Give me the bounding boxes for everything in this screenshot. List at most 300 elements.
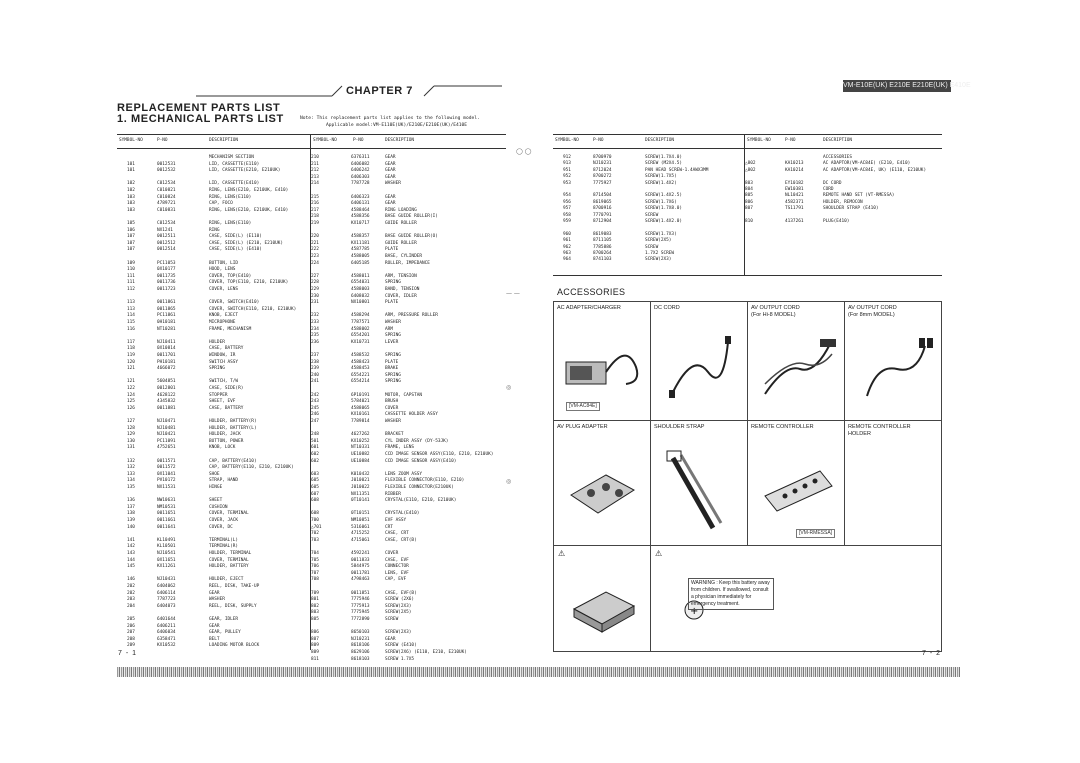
symbol-cell: 809 xyxy=(311,643,319,649)
symbol-cell: 106 xyxy=(127,227,135,233)
desc-cell: COVER, DC xyxy=(209,524,233,530)
pno-cell: 4588005 xyxy=(351,254,370,259)
desc-cell: HOLDER, JACK xyxy=(209,432,241,438)
symbol-cell: △802 xyxy=(745,161,756,167)
symbol-cell: 222 xyxy=(311,247,319,253)
desc-cell: ROLLER, IMPEDANCE xyxy=(385,260,430,266)
symbol-cell: 121 xyxy=(127,366,135,372)
pno-cell: 8711105 xyxy=(593,238,612,244)
desc-cell: COVER, LENS xyxy=(209,287,239,292)
pno-cell: NT10331 xyxy=(351,445,370,451)
symbol-cell: 143 xyxy=(127,551,135,556)
desc-cell: BELT xyxy=(209,636,220,642)
desc-cell: GEAR xyxy=(385,194,396,200)
pno-cell: 0X11041 xyxy=(157,471,176,477)
symbol-cell: 204 xyxy=(127,603,135,609)
symbol-cell: 603 xyxy=(311,471,319,477)
cell-av-plug-adapter xyxy=(554,421,651,546)
pno-cell: 6405185 xyxy=(351,260,370,266)
symbol-cell: 229 xyxy=(311,287,319,292)
symbol-cell: 121 xyxy=(127,379,135,385)
pno-cell: NJ10231 xyxy=(593,161,612,167)
desc-cell: CAP, EVF xyxy=(385,577,407,583)
pno-cell: 6406082 xyxy=(351,161,370,167)
symbol-cell: 501 xyxy=(311,438,319,444)
symbol-cell: 129 xyxy=(127,432,135,438)
symbol-cell: 217 xyxy=(311,207,319,213)
desc-cell: SCREW(1.7X5) xyxy=(645,174,677,180)
pno-cell: EY10182 xyxy=(785,180,804,186)
symbol-cell: 706 xyxy=(311,564,319,570)
pno-cell: PC11091 xyxy=(157,438,176,444)
symbol-cell: 103 xyxy=(127,194,135,200)
symbol-cell: 237 xyxy=(311,353,319,358)
desc-cell: SWITCH ASSY xyxy=(209,359,239,365)
pno-cell: KL10501 xyxy=(157,544,176,550)
pno-cell: 7775927 xyxy=(593,180,612,186)
desc-cell: SCREW(1.4X2.5) xyxy=(645,193,683,199)
pno-cell: UE10884 xyxy=(351,458,370,464)
symbol-cell: 134 xyxy=(127,478,135,484)
symbol-cell: 116 xyxy=(127,326,135,332)
pno-cell: 5784021 xyxy=(351,399,370,405)
pno-cell: PC11053 xyxy=(157,260,176,266)
symbol-cell: 953 xyxy=(563,180,571,186)
pno-cell: NJ10411 xyxy=(157,339,176,345)
binding-mark: ◎ xyxy=(506,384,512,391)
desc-cell: CASE, SIDE(R) xyxy=(209,386,244,391)
pno-cell: J010022 xyxy=(351,485,370,490)
cell-label: AV PLUG ADAPTER xyxy=(557,424,608,430)
desc-cell: RING, LENS(E110) xyxy=(209,221,252,226)
symbol-cell: 239 xyxy=(311,366,319,372)
symbol-cell: 245 xyxy=(311,405,319,411)
pno-cell: 4587785 xyxy=(351,247,370,253)
desc-cell: CAP, BATTERY(E110, E210, E210UK) xyxy=(209,465,294,471)
pno-cell: 8700970 xyxy=(593,155,612,160)
symbol-cell: 124 xyxy=(127,392,135,398)
symbol-cell: 962 xyxy=(563,244,571,250)
pno-cell: PV10172 xyxy=(157,478,176,484)
pno-cell: NX1241 xyxy=(157,227,173,233)
desc-cell: MOTOR, CAPSTAN xyxy=(385,392,423,398)
pno-cell: PC11861 xyxy=(157,313,176,319)
desc-cell: CASE, EVF(B) xyxy=(385,590,417,596)
symbol-cell: 234 xyxy=(311,326,319,332)
desc-cell: CYL INDER ASSY (DY-53JK) xyxy=(385,438,449,444)
pno-cell: 5844975 xyxy=(351,564,370,570)
symbol-cell: 803 xyxy=(311,610,319,616)
pno-cell: 0011865 xyxy=(157,306,176,312)
symbol-cell: 136 xyxy=(127,498,135,504)
desc-cell: GEAR xyxy=(385,155,396,160)
pno-cell: 6406323 xyxy=(351,194,370,200)
applicability-note xyxy=(300,115,480,129)
pno-cell: UE10882 xyxy=(351,452,370,457)
desc-cell: REEL, DISK, TAKE-UP xyxy=(209,584,260,589)
symbol-cell: 912 xyxy=(563,155,571,160)
desc-cell: SPRING xyxy=(385,333,401,339)
desc-cell: LID, CASSETTE(E410) xyxy=(209,181,260,187)
symbol-cell: 705 xyxy=(311,557,319,563)
desc-cell: KNOB, LOCK xyxy=(209,445,236,451)
desc-cell: CORD xyxy=(823,187,834,192)
pno-cell: 6404062 xyxy=(157,584,176,589)
symbol-cell: 103 xyxy=(127,201,135,207)
cell-label: SHOULDER STRAP xyxy=(654,424,705,430)
symbol-cell: 202 xyxy=(127,590,135,596)
symbol-cell: 806 xyxy=(745,199,753,205)
symbol-cell: 242 xyxy=(311,392,319,398)
symbol-cell: 133 xyxy=(127,471,135,477)
binding-mark: ◎ xyxy=(506,478,512,485)
desc-cell: COVER, TOP(E110, E210, E210UK) xyxy=(209,280,289,286)
symbol-cell: 236 xyxy=(311,339,319,345)
header-rule xyxy=(117,148,506,149)
pno-cell: 0011572 xyxy=(157,465,176,471)
symbol-cell: 207 xyxy=(127,630,135,636)
desc-cell: SCREW(1.7X3) xyxy=(645,231,677,237)
desc-cell: ARM xyxy=(385,326,393,332)
symbol-cell: 202 xyxy=(127,584,135,589)
symbol-cell: 230 xyxy=(311,293,319,299)
pno-cell: 6406303 xyxy=(351,174,370,180)
desc-cell: AC ADAPTOR(VM-AC84E, UK) (E110, E210UK) xyxy=(823,167,927,173)
desc-cell: WASHER xyxy=(385,181,401,187)
desc-cell: FLEXIBLE CONNECTOR(E110, E210) xyxy=(385,478,465,484)
desc-cell: CUSHION xyxy=(209,504,228,510)
symbol-cell: 954 xyxy=(563,193,571,199)
pno-cell: NJ10471 xyxy=(157,419,176,424)
pno-cell: 6406242 xyxy=(351,168,370,174)
pno-cell: TS11791 xyxy=(785,206,804,212)
col-header-pno-4: P-NO xyxy=(785,138,796,143)
desc-cell: RING, LENS(E110) xyxy=(209,194,252,200)
pno-cell: 6554221 xyxy=(351,372,370,378)
desc-cell: SCREW(2X6) (E110, E210, E210UK) xyxy=(385,650,467,655)
desc-cell: HOLDER, REMOCON xyxy=(823,199,863,205)
symbol-cell: △701 xyxy=(311,524,322,530)
pno-cell: 4588065 xyxy=(351,405,370,411)
desc-cell: CRYSTAL(E110, E210, E210UK) xyxy=(385,498,457,504)
pno-cell: NX11531 xyxy=(157,485,176,490)
desc-cell: HOLDER, EJECT xyxy=(209,577,244,583)
pno-cell: 0011881 xyxy=(157,405,176,411)
desc-cell: SWITCH, T/W xyxy=(209,379,239,385)
desc-cell: KNOB, EJECT xyxy=(209,313,239,319)
scan-edge-band xyxy=(117,667,960,677)
desc-cell: CCD IMAGE SENSOR ASSY(E410) xyxy=(385,458,457,464)
cell-label: AV OUTPUT CORD (For 8mm MODEL) xyxy=(848,305,897,318)
symbol-cell: 811 xyxy=(311,656,319,662)
symbol-cell: 120 xyxy=(127,359,135,365)
symbol-cell: 140 xyxy=(127,524,135,530)
desc-cell: CASE, BATTERY xyxy=(209,405,244,411)
pno-cell: 8650103 xyxy=(351,630,370,636)
symbol-cell: 964 xyxy=(563,257,571,263)
pno-cell: 6401644 xyxy=(157,617,176,622)
desc-cell: PLATE xyxy=(385,359,399,365)
title-line-1: REPLACEMENT PARTS LIST xyxy=(117,102,281,114)
symbol-cell: 805 xyxy=(745,193,753,199)
pno-cell: J010021 xyxy=(351,478,370,484)
desc-cell: CRYSTAL(E410) xyxy=(385,511,420,517)
pno-cell: 4588356 xyxy=(351,214,370,220)
pno-cell: 8700264 xyxy=(593,251,612,256)
pno-cell: KX11261 xyxy=(157,564,176,570)
warning-icon: ⚠ xyxy=(655,549,663,558)
pno-cell: KA10214 xyxy=(785,167,804,173)
model-tag: VM-E10E(UK) E210E E210E(UK) E410E xyxy=(843,80,951,92)
desc-cell: CASE, CRT xyxy=(385,531,409,537)
desc-cell: STOPPER xyxy=(209,392,228,398)
symbol-cell: 608 xyxy=(311,511,319,517)
pno-cell: 4137261 xyxy=(785,219,804,224)
symbol-cell: 139 xyxy=(127,518,135,523)
symbol-cell: 115 xyxy=(127,320,135,325)
desc-cell: MICROPHONE xyxy=(209,320,236,325)
desc-cell: FRAME, MECHANISM xyxy=(209,326,252,332)
pno-cell: 8714504 xyxy=(593,193,612,199)
pno-cell: 4798463 xyxy=(351,577,370,583)
cell-label: DC CORD xyxy=(654,305,680,311)
pno-cell: 0011661 xyxy=(157,518,176,523)
pno-cell: C010824 xyxy=(157,194,176,200)
symbol-cell: 132 xyxy=(127,458,135,464)
col-header-symbol: SYMBOL-NO xyxy=(119,138,143,143)
cell-label: AV OUTPUT CORD (For Hi-8 MODEL) xyxy=(751,305,800,318)
desc-cell: EVF ASSY xyxy=(385,518,407,523)
symbol-cell: 137 xyxy=(127,504,135,510)
col-header-pno-2: P-NO xyxy=(353,138,364,143)
pno-cell: 4588423 xyxy=(351,359,370,365)
cell-dc-cord xyxy=(651,302,748,421)
symbol-cell: 807 xyxy=(745,206,753,212)
col-header-symbol-2: SYMBOL-NO xyxy=(313,138,337,143)
symbol-cell: 102 xyxy=(127,181,135,187)
screws-accessories-table xyxy=(553,134,942,276)
symbol-cell: 246 xyxy=(311,412,319,418)
symbol-cell: 220 xyxy=(311,234,319,240)
symbol-cell: 212 xyxy=(311,168,319,174)
symbol-cell: 956 xyxy=(563,199,571,205)
symbol-cell: 959 xyxy=(563,219,571,224)
symbol-cell: 117 xyxy=(127,339,135,345)
battery-icon xyxy=(556,574,651,644)
desc-cell: HOOD, LENS xyxy=(209,267,236,273)
symbol-cell: 231 xyxy=(311,300,319,306)
symbol-cell: 107 xyxy=(127,247,135,253)
pno-cell: 0012532 xyxy=(157,168,176,174)
symbol-cell: 203 xyxy=(127,597,135,603)
cell-label: AC ADAPTER/CHARGER xyxy=(557,305,621,311)
symbol-cell: 233 xyxy=(311,320,319,325)
desc-cell: HOLDER, BATTERY(L) xyxy=(209,425,257,431)
desc-cell: HOLDER xyxy=(209,339,225,345)
pno-cell: 0011701 xyxy=(157,353,176,358)
symbol-cell: 704 xyxy=(311,551,319,556)
desc-cell: GEAR xyxy=(209,590,220,596)
symbol-cell: 214 xyxy=(311,181,319,187)
desc-cell: LID, CASSETTE(E110) xyxy=(209,161,260,167)
symbol-cell: 111 xyxy=(127,273,135,279)
pno-cell: 0012511 xyxy=(157,234,176,240)
pno-cell: 8618103 xyxy=(351,656,370,662)
desc-cell: CASSETTE HOLDER ASSY xyxy=(385,412,438,418)
pno-cell: 8700272 xyxy=(593,174,612,180)
desc-cell: SPRING xyxy=(209,366,225,372)
symbol-cell: 602 xyxy=(311,452,319,457)
desc-cell: SPRING xyxy=(385,372,401,378)
pno-cell: 0012801 xyxy=(157,386,176,391)
pno-cell: 8741103 xyxy=(593,257,612,263)
symbol-cell: 804 xyxy=(745,187,753,192)
desc-cell: BASE, CYLINDER xyxy=(385,254,423,259)
desc-cell: COVER, TOP(E410) xyxy=(209,273,252,279)
symbol-cell: 602 xyxy=(311,458,319,464)
desc-cell: LENS ZOOM ASSY xyxy=(385,471,423,477)
symbol-cell: 235 xyxy=(311,333,319,339)
cell-av-cord-8mm xyxy=(845,302,942,421)
desc-cell: HINGE xyxy=(209,485,223,490)
symbol-cell: 605 xyxy=(311,478,319,484)
cell-label: REMOTE CONTROLLER xyxy=(751,424,814,430)
col-header-desc-2: DESCRIPTION xyxy=(385,138,415,143)
symbol-cell: 708 xyxy=(311,577,319,583)
pno-cell: 4715061 xyxy=(351,537,370,543)
desc-cell: CASE, BATTERY xyxy=(209,346,244,352)
warning-icon: ⚠ xyxy=(558,549,566,558)
pno-cell: 6554031 xyxy=(351,280,370,286)
pno-cell: 0012512 xyxy=(157,240,176,246)
desc-cell: WASHER xyxy=(209,597,225,603)
pno-cell: 8712024 xyxy=(593,167,612,173)
symbol-cell: 122 xyxy=(127,386,135,391)
pno-cell: 0X11651 xyxy=(157,557,176,563)
shoulder-strap-icon xyxy=(653,443,748,533)
pno-cell: 4345832 xyxy=(157,399,176,405)
symbol-cell: 145 xyxy=(127,564,135,570)
pno-cell: 4628122 xyxy=(157,392,176,398)
desc-cell: CAP, BATTERY(E410) xyxy=(209,458,257,464)
desc-cell: CASE, SIDE(L) (E110) xyxy=(209,234,262,240)
symbol-cell: 128 xyxy=(127,425,135,431)
pno-cell: NW10631 xyxy=(157,498,176,504)
desc-cell: CASE, CRT(B) xyxy=(385,537,417,543)
desc-cell: RING xyxy=(209,227,220,233)
pno-cell: 5316061 xyxy=(351,524,370,530)
symbol-cell: 216 xyxy=(311,201,319,207)
symbol-cell: 208 xyxy=(127,636,135,642)
pno-cell: NL10421 xyxy=(785,193,804,199)
desc-cell: SCREW (2X6) xyxy=(385,597,415,603)
desc-cell: SCREW xyxy=(645,244,659,250)
desc-cell: RIBBER xyxy=(385,491,401,497)
desc-cell: SCREW xyxy=(385,617,399,622)
col-header-desc: DESCRIPTION xyxy=(209,138,239,143)
pno-cell: 6554201 xyxy=(351,333,370,339)
desc-cell: COVER xyxy=(385,405,399,411)
pno-cell: 0011735 xyxy=(157,273,176,279)
pno-cell: 4588002 xyxy=(351,326,370,332)
desc-cell: GUIDE ROLLER xyxy=(385,240,417,246)
symbol-cell: 205 xyxy=(127,617,135,622)
pno-cell: 4752651 xyxy=(157,445,176,451)
pno-cell: 6406131 xyxy=(351,201,370,207)
symbol-cell: 209 xyxy=(127,643,135,649)
desc-cell: GEAR xyxy=(385,168,396,174)
symbol-cell: 243 xyxy=(311,399,319,405)
pno-cell: 0011833 xyxy=(351,557,370,563)
symbol-cell: 228 xyxy=(311,280,319,286)
pno-cell: 7770791 xyxy=(593,212,612,218)
symbol-cell: 107 xyxy=(127,234,135,240)
desc-cell: BASE GUIDE ROLLER(O) xyxy=(385,234,438,240)
desc-cell: 1.7X2 SCREW xyxy=(645,251,675,256)
pno-cell: 0X10177 xyxy=(157,267,176,273)
col-header-desc-3: DESCRIPTION xyxy=(645,138,675,143)
pno-cell: 4715252 xyxy=(351,531,370,537)
desc-cell: REEL, DISK, SUPPLY xyxy=(209,603,257,609)
pno-cell: 4582371 xyxy=(785,199,804,205)
desc-cell: BRUSH xyxy=(385,399,399,405)
desc-cell: SCREW(2X3) xyxy=(385,630,412,636)
desc-cell: TERMINAL(R) xyxy=(209,544,239,550)
symbol-cell: 131 xyxy=(127,445,135,451)
desc-cell: SCREW (E410) xyxy=(385,643,417,649)
av-cord-8mm-icon xyxy=(847,324,942,414)
symbol-cell: 107 xyxy=(127,240,135,246)
desc-cell: FRAME, LENS xyxy=(385,445,415,451)
pno-cell: 0011851 xyxy=(351,590,370,596)
remote-model: [VM-RMESSA] xyxy=(796,529,835,538)
desc-cell: HOLDER, BATTERY(R) xyxy=(209,419,257,424)
col-header-pno-3: P-NO xyxy=(593,138,604,143)
symbol-cell: 951 xyxy=(563,167,571,173)
symbol-cell: 702 xyxy=(311,531,319,537)
symbol-cell: 221 xyxy=(311,240,319,246)
pno-cell: 4588464 xyxy=(351,207,370,213)
desc-cell: COVER, TERMINAL xyxy=(209,557,249,563)
pno-cell: 0011571 xyxy=(157,458,176,464)
symbol-cell: 241 xyxy=(311,379,319,385)
desc-cell: SCREW 1.7X5 xyxy=(385,656,415,662)
pno-cell: 7787571 xyxy=(351,320,370,325)
desc-cell: WASHER xyxy=(385,419,401,424)
pno-cell: K010432 xyxy=(351,471,370,477)
battery-warning: WARNING : Keep this battery away from children. If swallowed, consult a physician immediately for emergency treatment. xyxy=(688,578,774,610)
cell-label: REMOTE CONTROLLER HOLDER xyxy=(848,424,911,437)
pno-cell: 8619083 xyxy=(593,231,612,237)
symbol-cell: 118 xyxy=(127,346,135,352)
desc-cell: CCD IMAGE SENSOR ASSY(E110, E210, E210UK) xyxy=(385,452,494,457)
pno-cell: 8619065 xyxy=(593,199,612,205)
symbol-cell: 802 xyxy=(311,603,319,609)
desc-cell: ACCESSORIES xyxy=(823,155,853,160)
desc-cell: SCREW(1.7X8.0) xyxy=(645,206,683,212)
symbol-cell: 803 xyxy=(745,180,753,186)
pno-cell: 0011736 xyxy=(157,280,176,286)
pno-cell: 0011723 xyxy=(157,287,176,292)
pno-cell: 4588003 xyxy=(351,287,370,292)
symbol-cell: △802 xyxy=(745,167,756,173)
desc-cell: LEVER xyxy=(385,339,399,345)
pno-cell: 0012531 xyxy=(157,161,176,167)
pno-cell: 8618106 xyxy=(351,643,370,649)
pno-cell: 7772890 xyxy=(351,617,370,622)
pno-cell: KX10161 xyxy=(351,412,370,418)
pno-cell: 7789814 xyxy=(351,419,370,424)
